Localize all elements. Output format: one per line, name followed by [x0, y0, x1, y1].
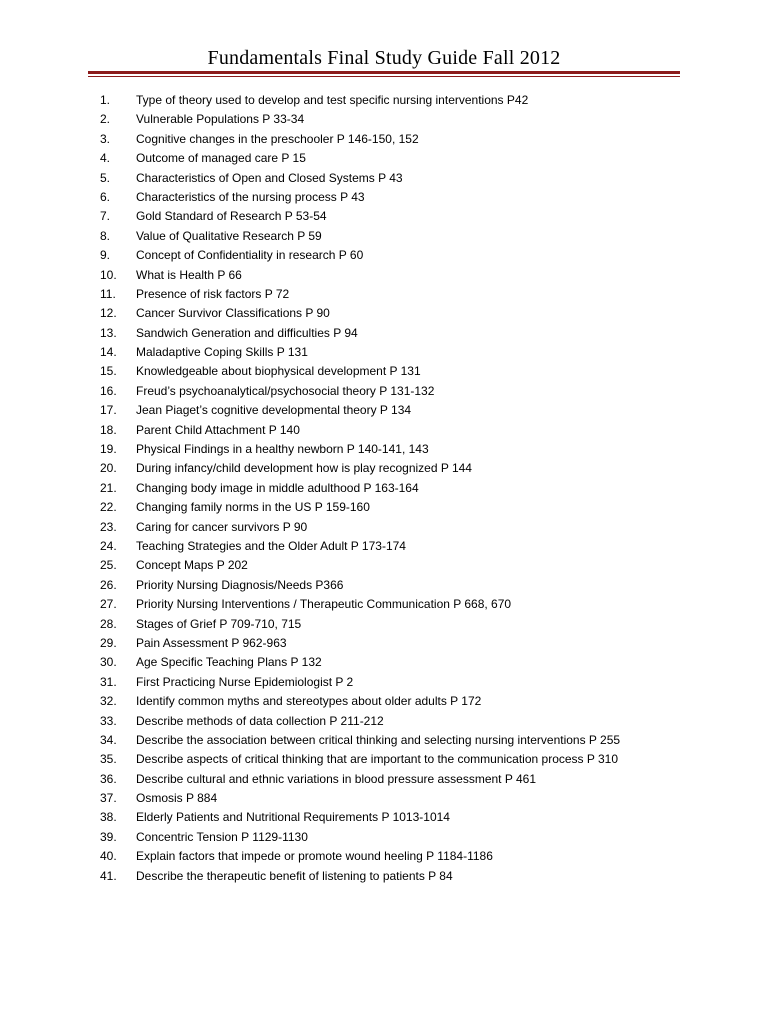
item-number: 23. [100, 519, 117, 534]
item-number: 35. [100, 752, 117, 767]
list-item [100, 207, 620, 226]
item-number-cell [100, 227, 136, 246]
list-item [100, 459, 620, 478]
item-number-cell [100, 91, 136, 110]
item-text: Describe the association between critical thinking and selecting nursing interventions P 255 [136, 732, 621, 747]
item-number: 17. [100, 403, 117, 418]
item-number-cell [100, 828, 136, 847]
list-item [100, 712, 620, 731]
list-item [100, 110, 620, 129]
list-item [100, 789, 620, 808]
item-text: During infancy/child development how is play recognized P 144 [136, 461, 472, 476]
item-number: 6. [100, 189, 111, 204]
item-number-cell [100, 382, 136, 401]
list-item [100, 149, 620, 168]
item-number: 8. [100, 228, 111, 243]
list-item [100, 828, 620, 847]
item-text: Teaching Strategies and the Older Adult P 173-174 [136, 538, 406, 553]
item-number: 24. [100, 538, 117, 553]
item-text: Concept Maps P 202 [136, 558, 248, 573]
item-number: 18. [100, 422, 117, 437]
item-number-cell [100, 343, 136, 362]
item-number: 22. [100, 500, 117, 515]
item-text: Jean Piaget’s cognitive developmental theory P 134 [136, 403, 412, 418]
item-number: 34. [100, 732, 117, 747]
item-number: 16. [100, 383, 117, 398]
item-number-cell [100, 498, 136, 517]
list-item [100, 421, 620, 440]
list-item [100, 576, 620, 595]
item-text: Changing family norms in the US P 159-160 [136, 500, 370, 515]
item-text: Elderly Patients and Nutritional Requirements P 1013-1014 [136, 810, 450, 825]
list-item [100, 770, 620, 789]
item-number: 19. [100, 442, 117, 457]
item-text: Describe aspects of critical thinking that are important to the communication process P 310 [136, 752, 619, 767]
item-number-cell [100, 808, 136, 827]
list-item [100, 401, 620, 420]
list-item [100, 653, 620, 672]
item-number-cell [100, 362, 136, 381]
list-item [100, 498, 620, 517]
item-text: Osmosis P 884 [136, 791, 218, 806]
item-number-cell [100, 266, 136, 285]
item-number: 40. [100, 849, 117, 864]
item-number-cell [100, 750, 136, 769]
item-text: Stages of Grief P 709-710, 715 [136, 616, 302, 631]
item-number-cell [100, 110, 136, 129]
study-guide-list [100, 91, 620, 886]
list-item [100, 324, 620, 343]
list-item [100, 169, 620, 188]
item-text: Outcome of managed care P 15 [136, 151, 306, 166]
item-number-cell [100, 789, 136, 808]
list-item [100, 343, 620, 362]
item-number-cell [100, 673, 136, 692]
item-text: Value of Qualitative Research P 59 [136, 228, 322, 243]
item-number: 2. [100, 112, 111, 127]
item-number: 9. [100, 248, 111, 263]
item-number: 21. [100, 480, 117, 495]
item-text: Describe cultural and ethnic variations in blood pressure assessment P 461 [136, 771, 536, 786]
list-item [100, 692, 620, 711]
item-text: Explain factors that impede or promote wound heeling P 1184-1186 [136, 849, 493, 864]
item-number: 32. [100, 694, 117, 709]
list-item [100, 518, 620, 537]
list-item [100, 867, 620, 886]
list-item [100, 246, 620, 265]
item-text: Vulnerable Populations P 33-34 [136, 112, 305, 127]
item-number-cell [100, 459, 136, 478]
item-number-cell [100, 634, 136, 653]
item-number: 7. [100, 209, 111, 224]
item-number-cell [100, 867, 136, 886]
item-number-cell [100, 421, 136, 440]
item-number: 13. [100, 325, 117, 340]
item-number: 11. [100, 286, 116, 301]
item-number-cell [100, 479, 136, 498]
item-number: 15. [100, 364, 117, 379]
item-text: Physical Findings in a healthy newborn P 140-141, 143 [136, 442, 429, 457]
item-number-cell [100, 770, 136, 789]
item-number: 10. [100, 267, 117, 282]
item-text: Cancer Survivor Classifications P 90 [136, 306, 330, 321]
item-number: 27. [100, 597, 117, 612]
list-item [100, 91, 620, 110]
list-item [100, 304, 620, 323]
item-text: Characteristics of the nursing process P 43 [136, 189, 365, 204]
item-text: Freud’s psychoanalytical/psychosocial theory P 131-132 [136, 383, 435, 398]
item-text: Presence of risk factors P 72 [136, 286, 290, 301]
item-text: Characteristics of Open and Closed Systems P 43 [136, 170, 403, 185]
item-number: 1. [100, 93, 111, 107]
item-text: What is Health P 66 [136, 267, 242, 282]
item-number-cell [100, 556, 136, 575]
list-item [100, 634, 620, 653]
item-number-cell [100, 518, 136, 537]
list-item [100, 479, 620, 498]
item-number-cell [100, 149, 136, 168]
item-number: 14. [100, 345, 117, 360]
item-number-cell [100, 692, 136, 711]
item-number-cell [100, 847, 136, 866]
list-item [100, 750, 620, 769]
item-text: Type of theory used to develop and test specific nursing interventions P42 [136, 93, 529, 107]
item-text: Describe the therapeutic benefit of listening to patients P 84 [136, 868, 453, 883]
title-rule-thin [88, 76, 680, 77]
item-number-cell [100, 731, 136, 750]
item-number: 3. [100, 131, 111, 146]
item-number: 33. [100, 713, 117, 728]
list-item [100, 847, 620, 866]
item-text: Sandwich Generation and difficulties P 94 [136, 325, 358, 340]
item-text: First Practicing Nurse Epidemiologist P 2 [136, 674, 354, 689]
list-item [100, 285, 620, 304]
item-number: 12. [100, 306, 117, 321]
item-text: Changing body image in middle adulthood P 163-164 [136, 480, 419, 495]
item-number: 36. [100, 771, 117, 786]
item-number: 41. [100, 868, 117, 883]
list-item [100, 227, 620, 246]
list-item [100, 537, 620, 556]
item-number-cell [100, 324, 136, 343]
item-number-cell [100, 246, 136, 265]
item-text: Priority Nursing Interventions / Therapeutic Communication P 668, 670 [136, 597, 512, 612]
item-number: 31. [100, 674, 117, 689]
item-number-cell [100, 595, 136, 614]
item-number-cell [100, 615, 136, 634]
item-text: Parent Child Attachment P 140 [136, 422, 300, 437]
item-number-cell [100, 188, 136, 207]
item-text: Concept of Confidentiality in research P 60 [136, 248, 364, 263]
list-item [100, 595, 620, 614]
item-number: 30. [100, 655, 117, 670]
item-number: 39. [100, 829, 117, 844]
list-item [100, 673, 620, 692]
item-number: 37. [100, 791, 117, 806]
item-number: 20. [100, 461, 117, 476]
item-text: Knowledgeable about biophysical development P 131 [136, 364, 421, 379]
item-number: 26. [100, 577, 117, 592]
item-number-cell [100, 169, 136, 188]
page-title: Fundamentals Final Study Guide Fall 2012 [207, 47, 561, 69]
item-number-cell [100, 712, 136, 731]
item-number-cell [100, 440, 136, 459]
list-item [100, 266, 620, 285]
item-text: Pain Assessment P 962-963 [136, 635, 287, 650]
list-item [100, 382, 620, 401]
item-text: Maladaptive Coping Skills P 131 [136, 345, 308, 360]
item-number-cell [100, 537, 136, 556]
item-text: Concentric Tension P 1129-1130 [136, 829, 308, 844]
list-item [100, 188, 620, 207]
item-number: 38. [100, 810, 117, 825]
item-number-cell [100, 576, 136, 595]
item-text: Identify common myths and stereotypes about older adults P 172 [136, 694, 482, 709]
item-number: 4. [100, 151, 111, 166]
list-item [100, 808, 620, 827]
item-text: Gold Standard of Research P 53-54 [136, 209, 327, 224]
title-rule-thick [88, 71, 680, 74]
list-item [100, 731, 620, 750]
item-number: 29. [100, 635, 117, 650]
item-number-cell [100, 130, 136, 149]
item-number-cell [100, 285, 136, 304]
list-item [100, 130, 620, 149]
item-text: Describe methods of data collection P 211-212 [136, 713, 384, 728]
list-item [100, 556, 620, 575]
item-number: 5. [100, 170, 111, 185]
item-number-cell [100, 207, 136, 226]
item-text: Caring for cancer survivors P 90 [136, 519, 308, 534]
item-number: 25. [100, 558, 117, 573]
item-number-cell [100, 653, 136, 672]
list-item [100, 440, 620, 459]
item-text: Priority Nursing Diagnosis/Needs P366 [136, 577, 344, 592]
list-item [100, 362, 620, 381]
item-text: Age Specific Teaching Plans P 132 [136, 655, 322, 670]
item-number: 28. [100, 616, 117, 631]
item-number-cell [100, 304, 136, 323]
item-number-cell [100, 401, 136, 420]
item-text: Cognitive changes in the preschooler P 146-150, 152 [136, 131, 419, 146]
list-item [100, 615, 620, 634]
